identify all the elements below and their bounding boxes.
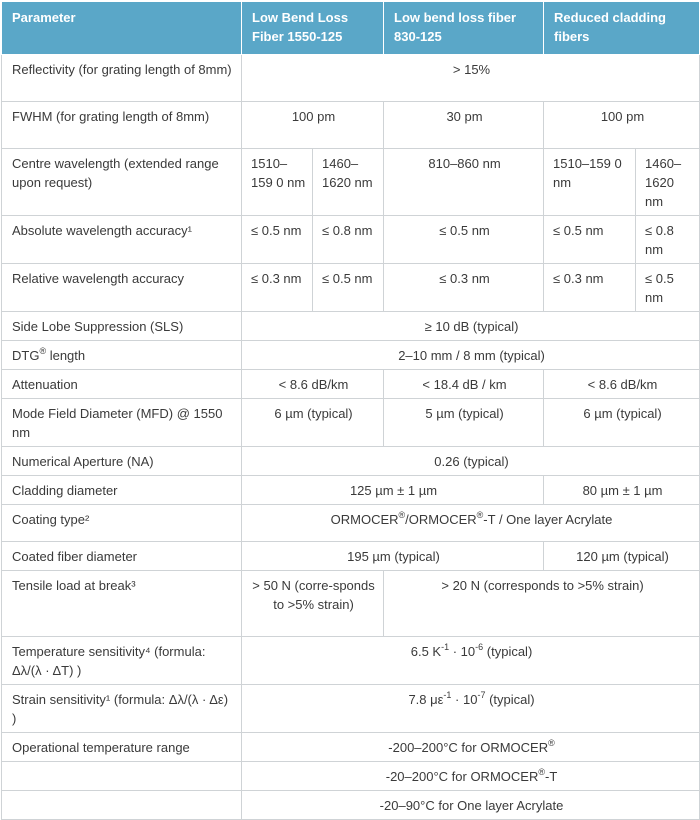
table-row: [2, 312, 700, 341]
value-absolute-1550-b: ≤ 0.8 nm: [313, 216, 384, 264]
temp-factor-exponent: -6: [475, 641, 484, 652]
table-row: [2, 102, 700, 149]
value-relative-reduced-b: ≤ 0.5 nm: [636, 264, 700, 312]
value-absolute-1550-a: ≤ 0.5 nm: [242, 216, 313, 264]
table-row: [2, 476, 700, 505]
param-reflectivity: Reflectivity (for grating length of 8mm): [2, 55, 242, 102]
value-cladding-standard: 125 µm ± 1 µm: [242, 476, 544, 505]
value-cladding-reduced: 80 µm ± 1 µm: [544, 476, 700, 505]
value-relative-830: ≤ 0.3 nm: [384, 264, 544, 312]
table-row: [2, 216, 700, 264]
value-coating-type: [242, 505, 700, 542]
specifications-table: [1, 1, 700, 820]
value-centre-1550-b: 1460–1620 nm: [313, 149, 384, 216]
value-absolute-830: ≤ 0.5 nm: [384, 216, 544, 264]
coating-text-1: ORMOCER: [330, 512, 399, 527]
value-optemp-ormocer: [242, 733, 700, 762]
coating-text-3: -T / One layer Acrylate: [483, 512, 613, 527]
optemp-ormocer-t-suffix: -T: [544, 769, 558, 784]
value-mfd-reduced: 6 µm (typical): [544, 399, 700, 447]
dtg-length-text: length: [46, 348, 86, 363]
value-dtg-length: 2–10 mm / 8 mm (typical): [242, 341, 700, 370]
table-row: [2, 341, 700, 370]
value-fwhm-830: 30 pm: [384, 102, 544, 149]
table-row: [2, 685, 700, 733]
strain-typical-text: (typical): [485, 692, 535, 707]
value-absolute-reduced-b: ≤ 0.8 nm: [636, 216, 700, 264]
temp-exponent: -1: [441, 641, 450, 652]
param-temperature-sensitivity: Temperature sensitivity⁴ (formula: Δλ/(λ · ΔT) ): [2, 637, 242, 685]
header-reduced-cladding: Reduced cladding fibers: [544, 2, 700, 55]
value-coated-reduced: 120 µm (typical): [544, 542, 700, 571]
param-dtg-length: [2, 341, 242, 370]
value-strain-sensitivity: [242, 685, 700, 733]
registered-mark: ®: [476, 509, 484, 520]
optemp-ormocer-t-text: -20–200°C for ORMOCER: [385, 769, 539, 784]
param-relative-accuracy: Relative wavelength accuracy: [2, 264, 242, 312]
table-row: [2, 55, 700, 102]
value-temperature-sensitivity: [242, 637, 700, 685]
table-row: [2, 447, 700, 476]
param-cladding: Cladding diameter: [2, 476, 242, 505]
registered-mark: ®: [548, 737, 555, 748]
strain-factor-exponent: -7: [477, 689, 486, 700]
value-attenuation-830: < 18.4 dB / km: [384, 370, 544, 399]
value-centre-reduced-b: 1460–1620 nm: [636, 149, 700, 216]
strain-value-text: 7.8 με: [408, 692, 444, 707]
param-mfd: Mode Field Diameter (MFD) @ 1550 nm: [2, 399, 242, 447]
strain-factor-text: · 10: [451, 692, 478, 707]
strain-exponent: -1: [443, 689, 452, 700]
value-sls: ≥ 10 dB (typical): [242, 312, 700, 341]
value-absolute-reduced-a: ≤ 0.5 nm: [544, 216, 636, 264]
header-row: [2, 2, 700, 55]
param-attenuation: Attenuation: [2, 370, 242, 399]
coating-text-2: /ORMOCER: [405, 512, 477, 527]
value-centre-reduced-a: 1510–159 0 nm: [544, 149, 636, 216]
table-row: [2, 370, 700, 399]
table-row: [2, 264, 700, 312]
table-row: [2, 733, 700, 762]
param-centre-wavelength: Centre wavelength (extended range upon request): [2, 149, 242, 216]
registered-mark: ®: [39, 345, 47, 356]
value-tensile-1550: > 50 N (corre-sponds to >5% strain): [242, 571, 384, 637]
table-row: [2, 571, 700, 637]
param-sls: Side Lobe Suppression (SLS): [2, 312, 242, 341]
value-fwhm-1550: 100 pm: [242, 102, 384, 149]
value-centre-830: 810–860 nm: [384, 149, 544, 216]
param-operational-temperature: Operational temperature range: [2, 733, 242, 762]
value-attenuation-reduced: < 8.6 dB/km: [544, 370, 700, 399]
value-tensile-others: > 20 N (corresponds to >5% strain): [384, 571, 700, 637]
value-relative-1550-a: ≤ 0.3 nm: [242, 264, 313, 312]
header-low-bend-loss-1550: Low Bend Loss Fiber 1550-125: [242, 2, 384, 55]
registered-mark: ®: [398, 509, 406, 520]
value-mfd-1550: 6 µm (typical): [242, 399, 384, 447]
param-coated-diameter: Coated fiber diameter: [2, 542, 242, 571]
temp-typical-text: (typical): [483, 644, 533, 659]
header-low-bend-loss-830: Low bend loss fiber 830-125: [384, 2, 544, 55]
table-row: [2, 399, 700, 447]
value-reflectivity: > 15%: [242, 55, 700, 102]
param-empty: [2, 791, 242, 820]
table-row: [2, 542, 700, 571]
param-empty: [2, 762, 242, 791]
value-relative-reduced-a: ≤ 0.3 nm: [544, 264, 636, 312]
param-strain-sensitivity: Strain sensitivity¹ (formula: Δλ/(λ · Δε) ): [2, 685, 242, 733]
value-attenuation-1550: < 8.6 dB/km: [242, 370, 384, 399]
value-relative-1550-b: ≤ 0.5 nm: [313, 264, 384, 312]
table-row: [2, 637, 700, 685]
table-row: [2, 149, 700, 216]
param-na: Numerical Aperture (NA): [2, 447, 242, 476]
value-na: 0.26 (typical): [242, 447, 700, 476]
temp-value-text: 6.5 K: [410, 644, 442, 659]
param-absolute-accuracy: Absolute wavelength accuracy¹: [2, 216, 242, 264]
value-fwhm-reduced: 100 pm: [544, 102, 700, 149]
dtg-text: DTG: [12, 348, 40, 363]
table-row: [2, 791, 700, 820]
table-row: [2, 505, 700, 542]
value-optemp-ormocer-t: [242, 762, 700, 791]
value-mfd-830: 5 µm (typical): [384, 399, 544, 447]
value-centre-1550-a: 1510–159 0 nm: [242, 149, 313, 216]
param-fwhm: FWHM (for grating length of 8mm): [2, 102, 242, 149]
table-row: [2, 762, 700, 791]
registered-mark: ®: [538, 766, 545, 777]
optemp-ormocer-text: -200–200°C for ORMOCER: [388, 740, 549, 755]
param-tensile-load: Tensile load at break³: [2, 571, 242, 637]
value-optemp-acrylate: -20–90°C for One layer Acrylate: [242, 791, 700, 820]
value-coated-standard: 195 µm (typical): [242, 542, 544, 571]
temp-factor-text: · 10: [449, 644, 476, 659]
param-coating-type: Coating type²: [2, 505, 242, 542]
header-parameter: Parameter: [2, 2, 242, 55]
